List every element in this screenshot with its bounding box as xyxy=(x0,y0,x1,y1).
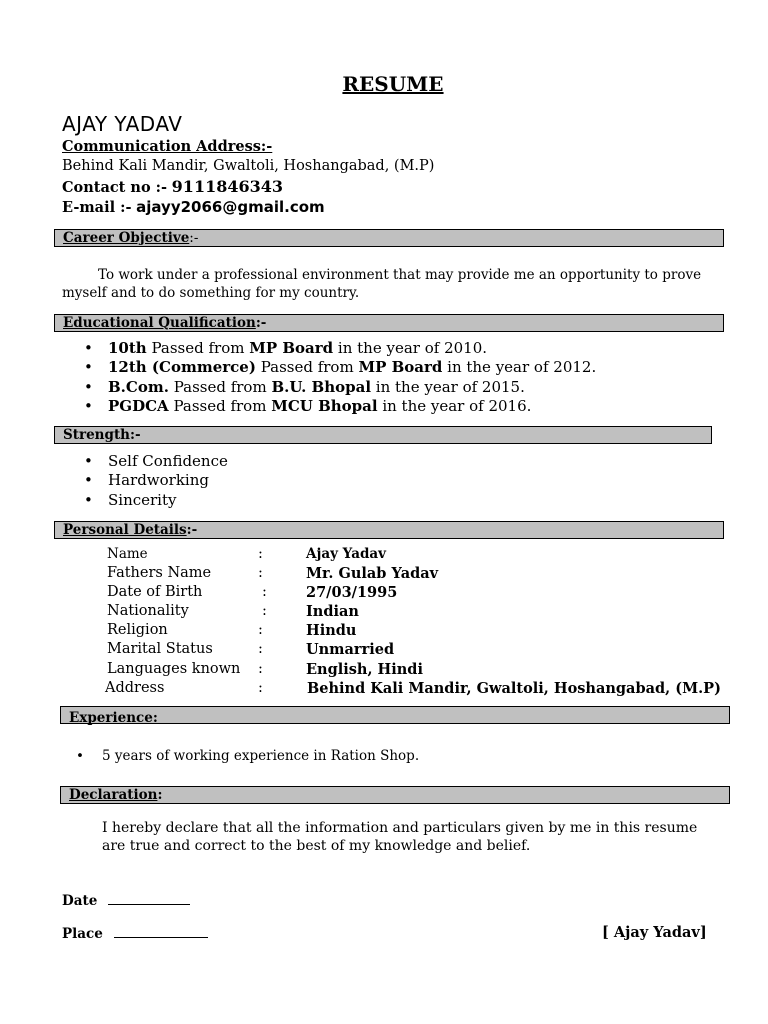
career-heading-text: Career Objective xyxy=(63,230,190,246)
list-item: • Sincerity xyxy=(62,491,228,510)
list-item: • 12th (Commerce) Passed from MP Board in the year of 2012. xyxy=(62,358,596,377)
personal-row-religion: Religion : Hindu xyxy=(107,622,357,639)
list-item: • Self Confidence xyxy=(62,452,228,471)
education-heading-text: Educational Qualification xyxy=(63,315,256,331)
phone-label: Contact no :- xyxy=(62,179,168,196)
personal-row-address: Address : Behind Kali Mandir, Gwaltoli, Hoshangabad, (M.P) xyxy=(105,680,721,697)
place-label: Place xyxy=(62,926,103,942)
personal-row-languages: Languages known : English, Hindi xyxy=(107,661,423,678)
personal-heading-suffix: :- xyxy=(186,522,198,538)
declaration-heading xyxy=(60,786,730,804)
list-item: • PGDCA Passed from MCU Bhopal in the year of 2016. xyxy=(62,397,596,416)
experience-heading-text: Experience xyxy=(69,710,153,726)
declaration-heading-suffix: : xyxy=(157,787,163,803)
personal-details-heading xyxy=(54,521,724,539)
education-heading-suffix: :- xyxy=(255,315,267,331)
email-label: E-mail :- xyxy=(62,199,132,216)
career-objective-heading xyxy=(54,229,724,247)
list-item: • B.Com. Passed from B.U. Bhopal in the year of 2015. xyxy=(62,378,596,397)
experience-heading-suffix: : xyxy=(152,710,158,726)
list-item: • 5 years of working experience in Ration Shop. xyxy=(62,747,419,766)
candidate-name: AJAY YADAV xyxy=(62,112,183,136)
contact-line xyxy=(62,177,283,196)
career-heading-suffix: :- xyxy=(189,230,199,246)
email-address: ajayy2066@gmail.com xyxy=(136,198,325,216)
personal-heading-text: Personal Details xyxy=(63,522,187,538)
address-line: Behind Kali Mandir, Gwaltoli, Hoshangabad, (M.P) xyxy=(62,158,435,174)
education-list xyxy=(62,339,596,416)
experience-list xyxy=(62,747,419,766)
list-item: • 10th Passed from MP Board in the year of 2010. xyxy=(62,339,596,358)
phone-number: 9111846343 xyxy=(171,177,283,196)
date-label: Date xyxy=(62,893,98,909)
resume-title: RESUME xyxy=(342,72,444,96)
personal-row-marital: Marital Status : Unmarried xyxy=(107,641,395,658)
communication-address-label xyxy=(62,138,272,155)
declaration-heading-text: Declaration xyxy=(69,787,158,803)
strength-heading-text: Strength:- xyxy=(63,427,141,443)
declaration-text: I hereby declare that all the information and particulars given by me in this resume are true and correct to the best of my knowledge and belief. xyxy=(102,820,698,854)
email-line xyxy=(62,198,325,216)
personal-row-name: Name : Ajay Yadav xyxy=(107,546,387,562)
education-heading xyxy=(54,314,724,332)
comm-label-text: Communication Address:- xyxy=(62,138,273,155)
experience-heading xyxy=(60,706,730,724)
date-field xyxy=(62,892,190,909)
strength-heading xyxy=(54,426,712,444)
place-field xyxy=(62,925,208,942)
date-blank xyxy=(108,892,190,905)
list-item: • Hardworking xyxy=(62,471,228,490)
personal-row-nationality: Nationality : Indian xyxy=(107,603,359,620)
personal-row-father: Fathers Name : Mr. Gulab Yadav xyxy=(107,565,439,582)
signature: [ Ajay Yadav] xyxy=(602,924,707,941)
strength-list xyxy=(62,452,228,510)
place-blank xyxy=(114,925,208,938)
personal-row-dob: Date of Birth : 27/03/1995 xyxy=(107,584,398,601)
career-objective-text: To work under a professional environment that may provide me an opportunity to prove myself and to do something for my country. xyxy=(62,267,702,301)
